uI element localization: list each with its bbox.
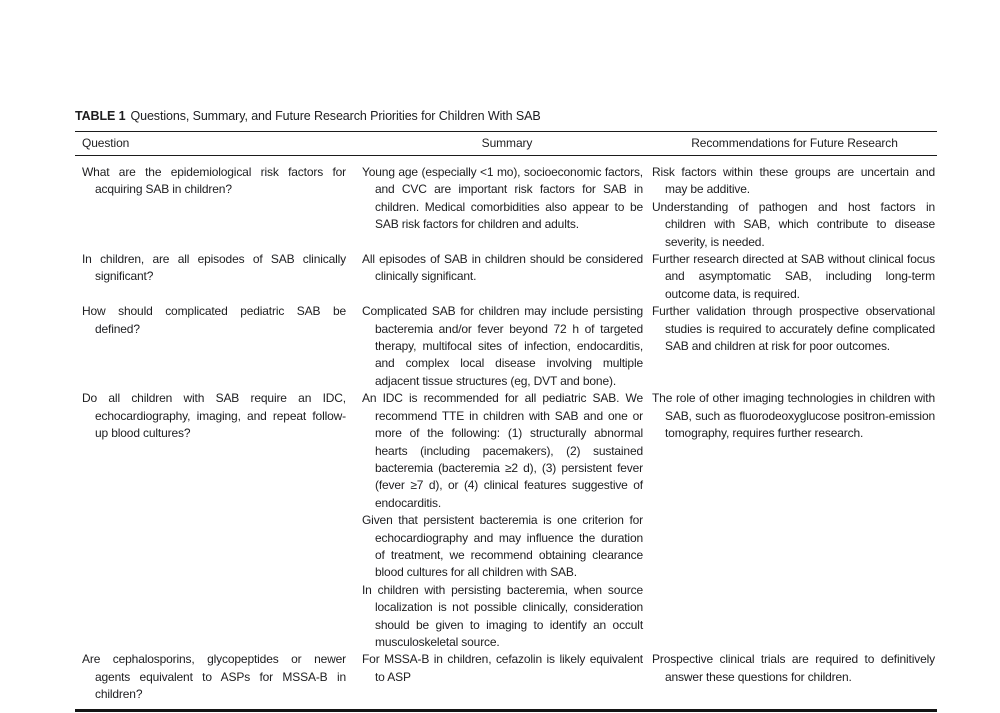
summary-cell	[362, 251, 652, 303]
table-row	[75, 251, 937, 303]
cell-paragraph: Complicated SAB for children may include persisting bacteremia and/or fever beyond 72 h of targeted therapy, multifocal sites of infection, endocarditis, and complex local disease involving multiple adjacent tissue structures (eg, DVT and bone).	[362, 304, 643, 388]
question-cell	[75, 164, 362, 251]
table-1	[75, 108, 937, 704]
question-cell	[75, 251, 362, 303]
cell-paragraph: Given that persistent bacteremia is one criterion for echocardiography and may influence the duration of treatment, we recommend obtaining clearance blood cultures for all children with SAB.	[362, 513, 643, 580]
summary-cell	[362, 303, 652, 390]
table-title: Questions, Summary, and Future Research Priorities for Children With SAB	[130, 109, 541, 123]
recommendations-cell	[652, 390, 937, 651]
cell-paragraph: Further validation through prospective observational studies is required to accurately define complicated SAB and children at risk for poor outcomes.	[652, 304, 935, 354]
table-label: TABLE 1	[75, 109, 126, 123]
table-row	[75, 164, 937, 251]
cell-paragraph: Understanding of pathogen and host factors in children with SAB, which contribute to disease severity, is needed.	[652, 199, 935, 249]
summary-cell	[362, 651, 652, 703]
column-header-recommendations: Recommendations for Future Research	[691, 136, 898, 150]
cell-paragraph: The role of other imaging technologies in children with SAB, such as fluorodeoxyglucose positron-emission tomography, requires further research.	[652, 391, 935, 441]
table-header-row	[75, 132, 937, 155]
table-body	[75, 156, 937, 704]
recommendations-cell	[652, 251, 937, 303]
table-row	[75, 651, 937, 703]
cell-paragraph: How should complicated pediatric SAB be defined?	[82, 304, 346, 336]
cell-paragraph: What are the epidemiological risk factors for acquiring SAB in children?	[82, 165, 346, 197]
cell-paragraph: All episodes of SAB in children should be considered clinically significant.	[362, 252, 643, 284]
column-header-question: Question	[82, 136, 130, 150]
summary-cell	[362, 164, 652, 251]
table-caption	[75, 108, 937, 124]
question-cell	[75, 651, 362, 703]
recommendations-cell	[652, 164, 937, 251]
table-row	[75, 390, 937, 651]
cell-paragraph: Risk factors within these groups are uncertain and may be additive.	[652, 165, 935, 197]
cell-paragraph: Do all children with SAB require an IDC, echocardiography, imaging, and repeat follow-up blood cultures?	[82, 391, 346, 441]
cell-paragraph: Further research directed at SAB without clinical focus and asymptomatic SAB, including long-term outcome data, is required.	[652, 252, 935, 301]
recommendations-cell	[652, 303, 937, 390]
summary-cell	[362, 390, 652, 651]
cell-paragraph: Are cephalosporins, glycopeptides or newer agents equivalent to ASPs for MSSA-B in children?	[82, 652, 346, 702]
cell-paragraph: Prospective clinical trials are required to definitively answer these questions for children.	[652, 652, 935, 684]
cell-paragraph: For MSSA-B in children, cefazolin is likely equivalent to ASP	[362, 652, 643, 684]
question-cell	[75, 303, 362, 390]
cell-paragraph: In children, are all episodes of SAB clinically significant?	[82, 252, 346, 284]
recommendations-cell	[652, 651, 937, 703]
page-crop-rule	[75, 709, 937, 712]
question-cell	[75, 390, 362, 651]
cell-paragraph: Young age (especially <1 mo), socioeconomic factors, and CVC are important risk factors for SAB in children. Medical comorbidities also appear to be SAB risk factors for children and adults.	[362, 165, 643, 232]
column-header-summary: Summary	[481, 136, 533, 150]
cell-paragraph: In children with persisting bacteremia, when source localization is not possible clinically, consideration should be given to imaging to identify an occult musculoskeletal source.	[362, 582, 643, 649]
cell-paragraph: An IDC is recommended for all pediatric SAB. We recommend TTE in children with SAB and one or more of the following: (1) structurally abnormal hearts (including pacemakers), (2) sustained bacteremia (bacteremia ≥2 d), (3) persistent fever (fever ≥7 d), or (4) clinical features suggestive of endocarditis.	[362, 391, 643, 510]
table-row	[75, 303, 937, 390]
